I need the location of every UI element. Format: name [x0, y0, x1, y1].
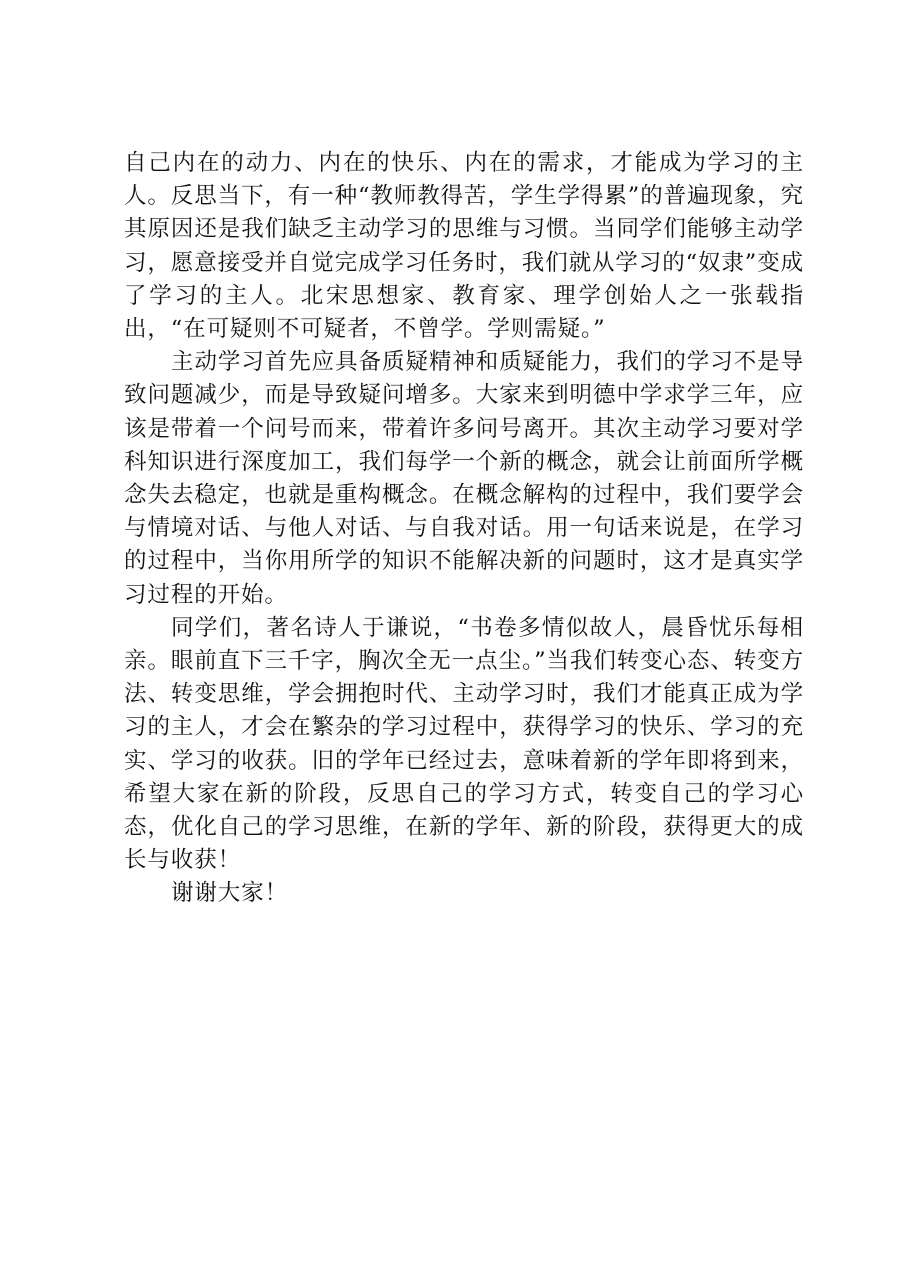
paragraph-active-learning: 主动学习首先应具备质疑精神和质疑能力，我们的学习不是导致问题减少，而是导致疑问增多。大家来到明德中学求学三年，应该是带着一个问号而来，带着许多问号离开。其次主动学习要对学科知识进行深度加工，我们每学一个新的概念，就会让前面所学概念失去稳定，也就是重构概念。在概念解构的过程中，我们要学会与情境对话、与他人对话、与自我对话。用一句话来说是，在学习的过程中，当你用所学的知识不能解决新的问题时，这才是真实学习过程的开始。: [124, 349, 804, 608]
document-body: [124, 147, 804, 911]
paragraph-continuation: 自己内在的动力、内在的快乐、内在的需求，才能成为学习的主人。反思当下，有一种“教师教得苦，学生学得累”的普遍现象，究其原因还是我们缺乏主动学习的思维与习惯。当同学们能够主动学习，愿意接受并自觉完成学习任务时，我们就从学习的“奴隶”变成了学习的主人。北宋思想家、教育家、理学创始人之一张载指出，“在可疑则不可疑者，不曾学。学则需疑。”: [124, 150, 805, 343]
paragraph-thanks: 谢谢大家！: [171, 880, 289, 907]
paragraph-conclusion: 同学们，著名诗人于谦说，“书卷多情似故人，晨昏忧乐每相亲。眼前直下三千字，胸次全无一点尘。”当我们转变心态、转变方法、转变思维，学会拥抱时代、主动学习时，我们才能真正成为学习的主人，才会在繁杂的学习过程中，获得学习的快乐、学习的充实、学习的收获。旧的学年已经过去，意味着新的学年即将到来，希望大家在新的阶段，反思自己的学习方式，转变自己的学习心态，优化自己的学习思维，在新的学年、新的阶段，获得更大的成长与收获！: [124, 614, 804, 874]
